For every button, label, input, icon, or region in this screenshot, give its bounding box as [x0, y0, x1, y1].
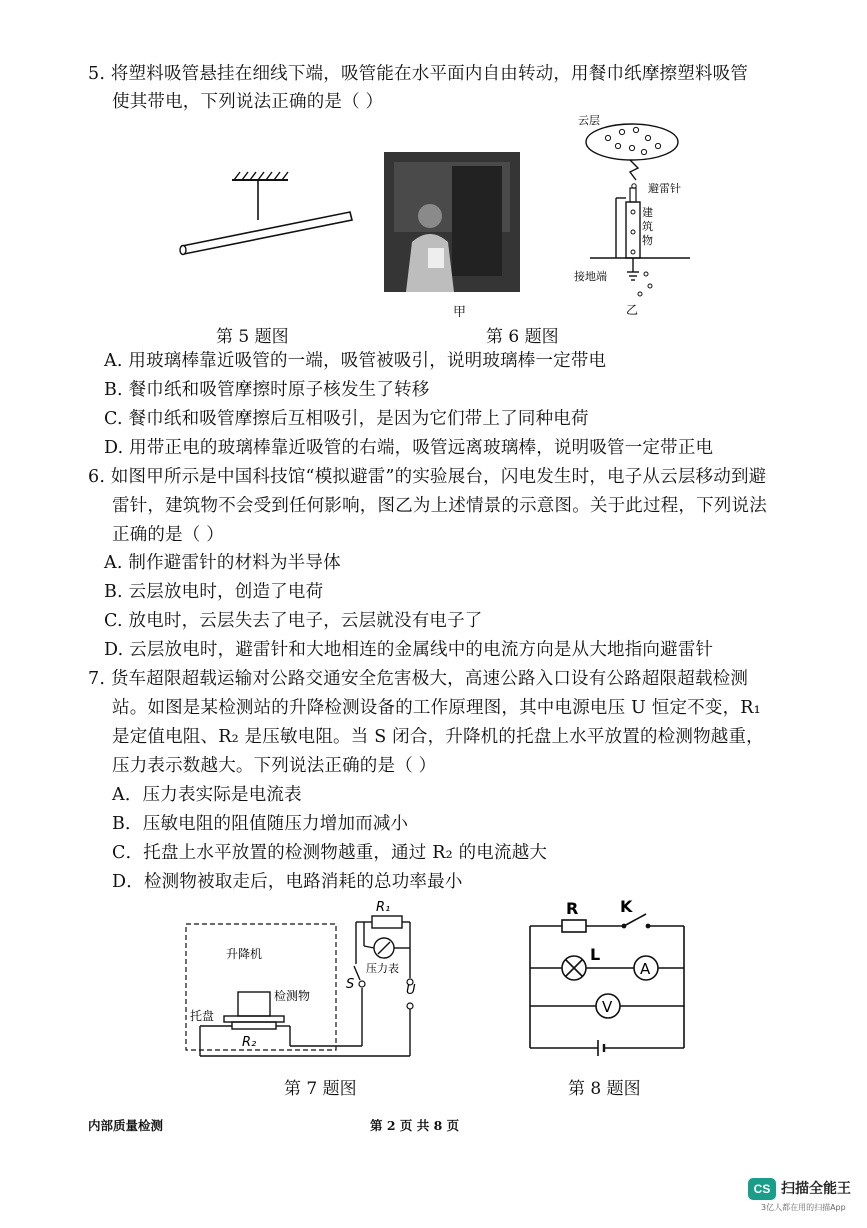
q7-option-c: C．托盘上水平放置的检测物越重，通过 R₂ 的电流越大	[112, 843, 548, 863]
fig7-r1-label: R₁	[376, 900, 391, 915]
q6-option-c: C. 放电时，云层失去了电子，云层就没有电子了	[104, 611, 483, 631]
fig6-cloud-label: 云层	[578, 114, 600, 127]
fig6-label-yi: 乙	[626, 303, 639, 317]
watermark-name: 扫描全能王	[781, 1181, 851, 1197]
q7-stem-line1: 7. 货车超限超载运输对公路交通安全危害极大，高速公路入口设有公路超限超载检测	[88, 669, 749, 689]
fig8-caption: 第 8 题图	[568, 1079, 641, 1099]
footer-left: 内部质量检测	[88, 1118, 164, 1133]
fig8-ammeter-label: A	[640, 960, 651, 978]
camscanner-logo-icon: CS	[748, 1178, 776, 1200]
fig5-caption: 第 5 题图	[216, 327, 289, 347]
q6-stem-line1: 6. 如图甲所示是中国科技馆“模拟避雷”的实验展台，闪电发生时，电子从云层移动到避	[88, 467, 767, 487]
q5-option-c: C. 餐巾纸和吸管摩擦后互相吸引，是因为它们带上了同种电荷	[104, 409, 589, 429]
q6-stem-line3: 正确的是（ ）	[112, 525, 224, 545]
footer-page: 第 2 页 共 8 页	[370, 1118, 460, 1133]
fig7-circuit-diagram	[180, 896, 430, 1066]
fig6-building-char3: 物	[642, 234, 653, 247]
fig6-yi-diagram	[570, 108, 700, 320]
fig8-voltmeter-label: V	[602, 998, 613, 1016]
fig6-jia-photo	[384, 152, 520, 292]
fig5-straw-diagram	[170, 168, 360, 258]
fig6-building-char1: 建	[642, 206, 653, 219]
person-photo-icon	[384, 152, 520, 292]
fig7-r2-label: R₂	[242, 1035, 257, 1050]
q7-stem-line4: 压力表示数越大。下列说法正确的是（ ）	[112, 756, 437, 776]
q7-option-b: B．压敏电阻的阻值随压力增加而减小	[112, 814, 409, 834]
fig8-k-label: K	[620, 897, 633, 916]
q6-option-d: D. 云层放电时，避雷针和大地相连的金属线中的电流方向是从大地指向避雷针	[104, 640, 714, 660]
fig8-r-label: R	[566, 899, 579, 918]
fig7-object-label: 检测物	[274, 989, 311, 1003]
fig7-gauge-label: 压力表	[366, 962, 399, 975]
q6-stem-line2: 雷针，建筑物不会受到任何影响，图乙为上述情景的示意图。关于此过程，下列说法	[112, 496, 767, 516]
fig7-voltage-label: U	[406, 983, 416, 998]
fig6-building-char2: 筑	[642, 220, 653, 233]
fig6-rod-label: 避雷针	[648, 182, 681, 195]
q7-option-a: A．压力表实际是电流表	[112, 785, 302, 805]
fig7-switch-label: S	[346, 977, 355, 992]
q6-option-a: A. 制作避雷针的材料为半导体	[104, 553, 341, 573]
fig6-caption: 第 6 题图	[486, 327, 559, 347]
fig8-circuit-diagram	[520, 896, 700, 1066]
q5-stem-line1: 5. 将塑料吸管悬挂在细线下端，吸管能在水平面内自由转动，用餐巾纸摩擦塑料吸管	[88, 64, 749, 84]
fig7-caption: 第 7 题图	[284, 1079, 357, 1099]
fig6-label-jia: 甲	[453, 305, 467, 320]
watermark-sub: 3亿人都在用的扫描App	[761, 1203, 846, 1212]
q7-option-d: D．检测物被取走后，电路消耗的总功率最小	[112, 872, 463, 892]
q5-option-d: D. 用带正电的玻璃棒靠近吸管的右端，吸管远离玻璃棒，说明吸管一定带正电	[104, 438, 714, 458]
q7-stem-line2: 站。如图是某检测站的升降检测设备的工作原理图，其中电源电压 U 恒定不变，R₁	[112, 698, 761, 718]
q5-stem-line2: 使其带电，下列说法正确的是（ ）	[112, 92, 384, 112]
q5-option-a: A. 用玻璃棒靠近吸管的一端，吸管被吸引，说明玻璃棒一定带电	[104, 351, 607, 371]
q5-option-b: B. 餐巾纸和吸管摩擦时原子核发生了转移	[104, 380, 430, 400]
fig8-l-label: L	[590, 945, 601, 964]
fig7-lift-label: 升降机	[226, 947, 263, 961]
q6-option-b: B. 云层放电时，创造了电荷	[104, 582, 324, 602]
fig6-ground-label: 接地端	[574, 270, 607, 283]
q7-stem-line3: 是定值电阻、R₂ 是压敏电阻。当 S 闭合，升降机的托盘上水平放置的检测物越重，	[112, 727, 764, 747]
fig7-tray-label: 托盘	[190, 1009, 215, 1023]
